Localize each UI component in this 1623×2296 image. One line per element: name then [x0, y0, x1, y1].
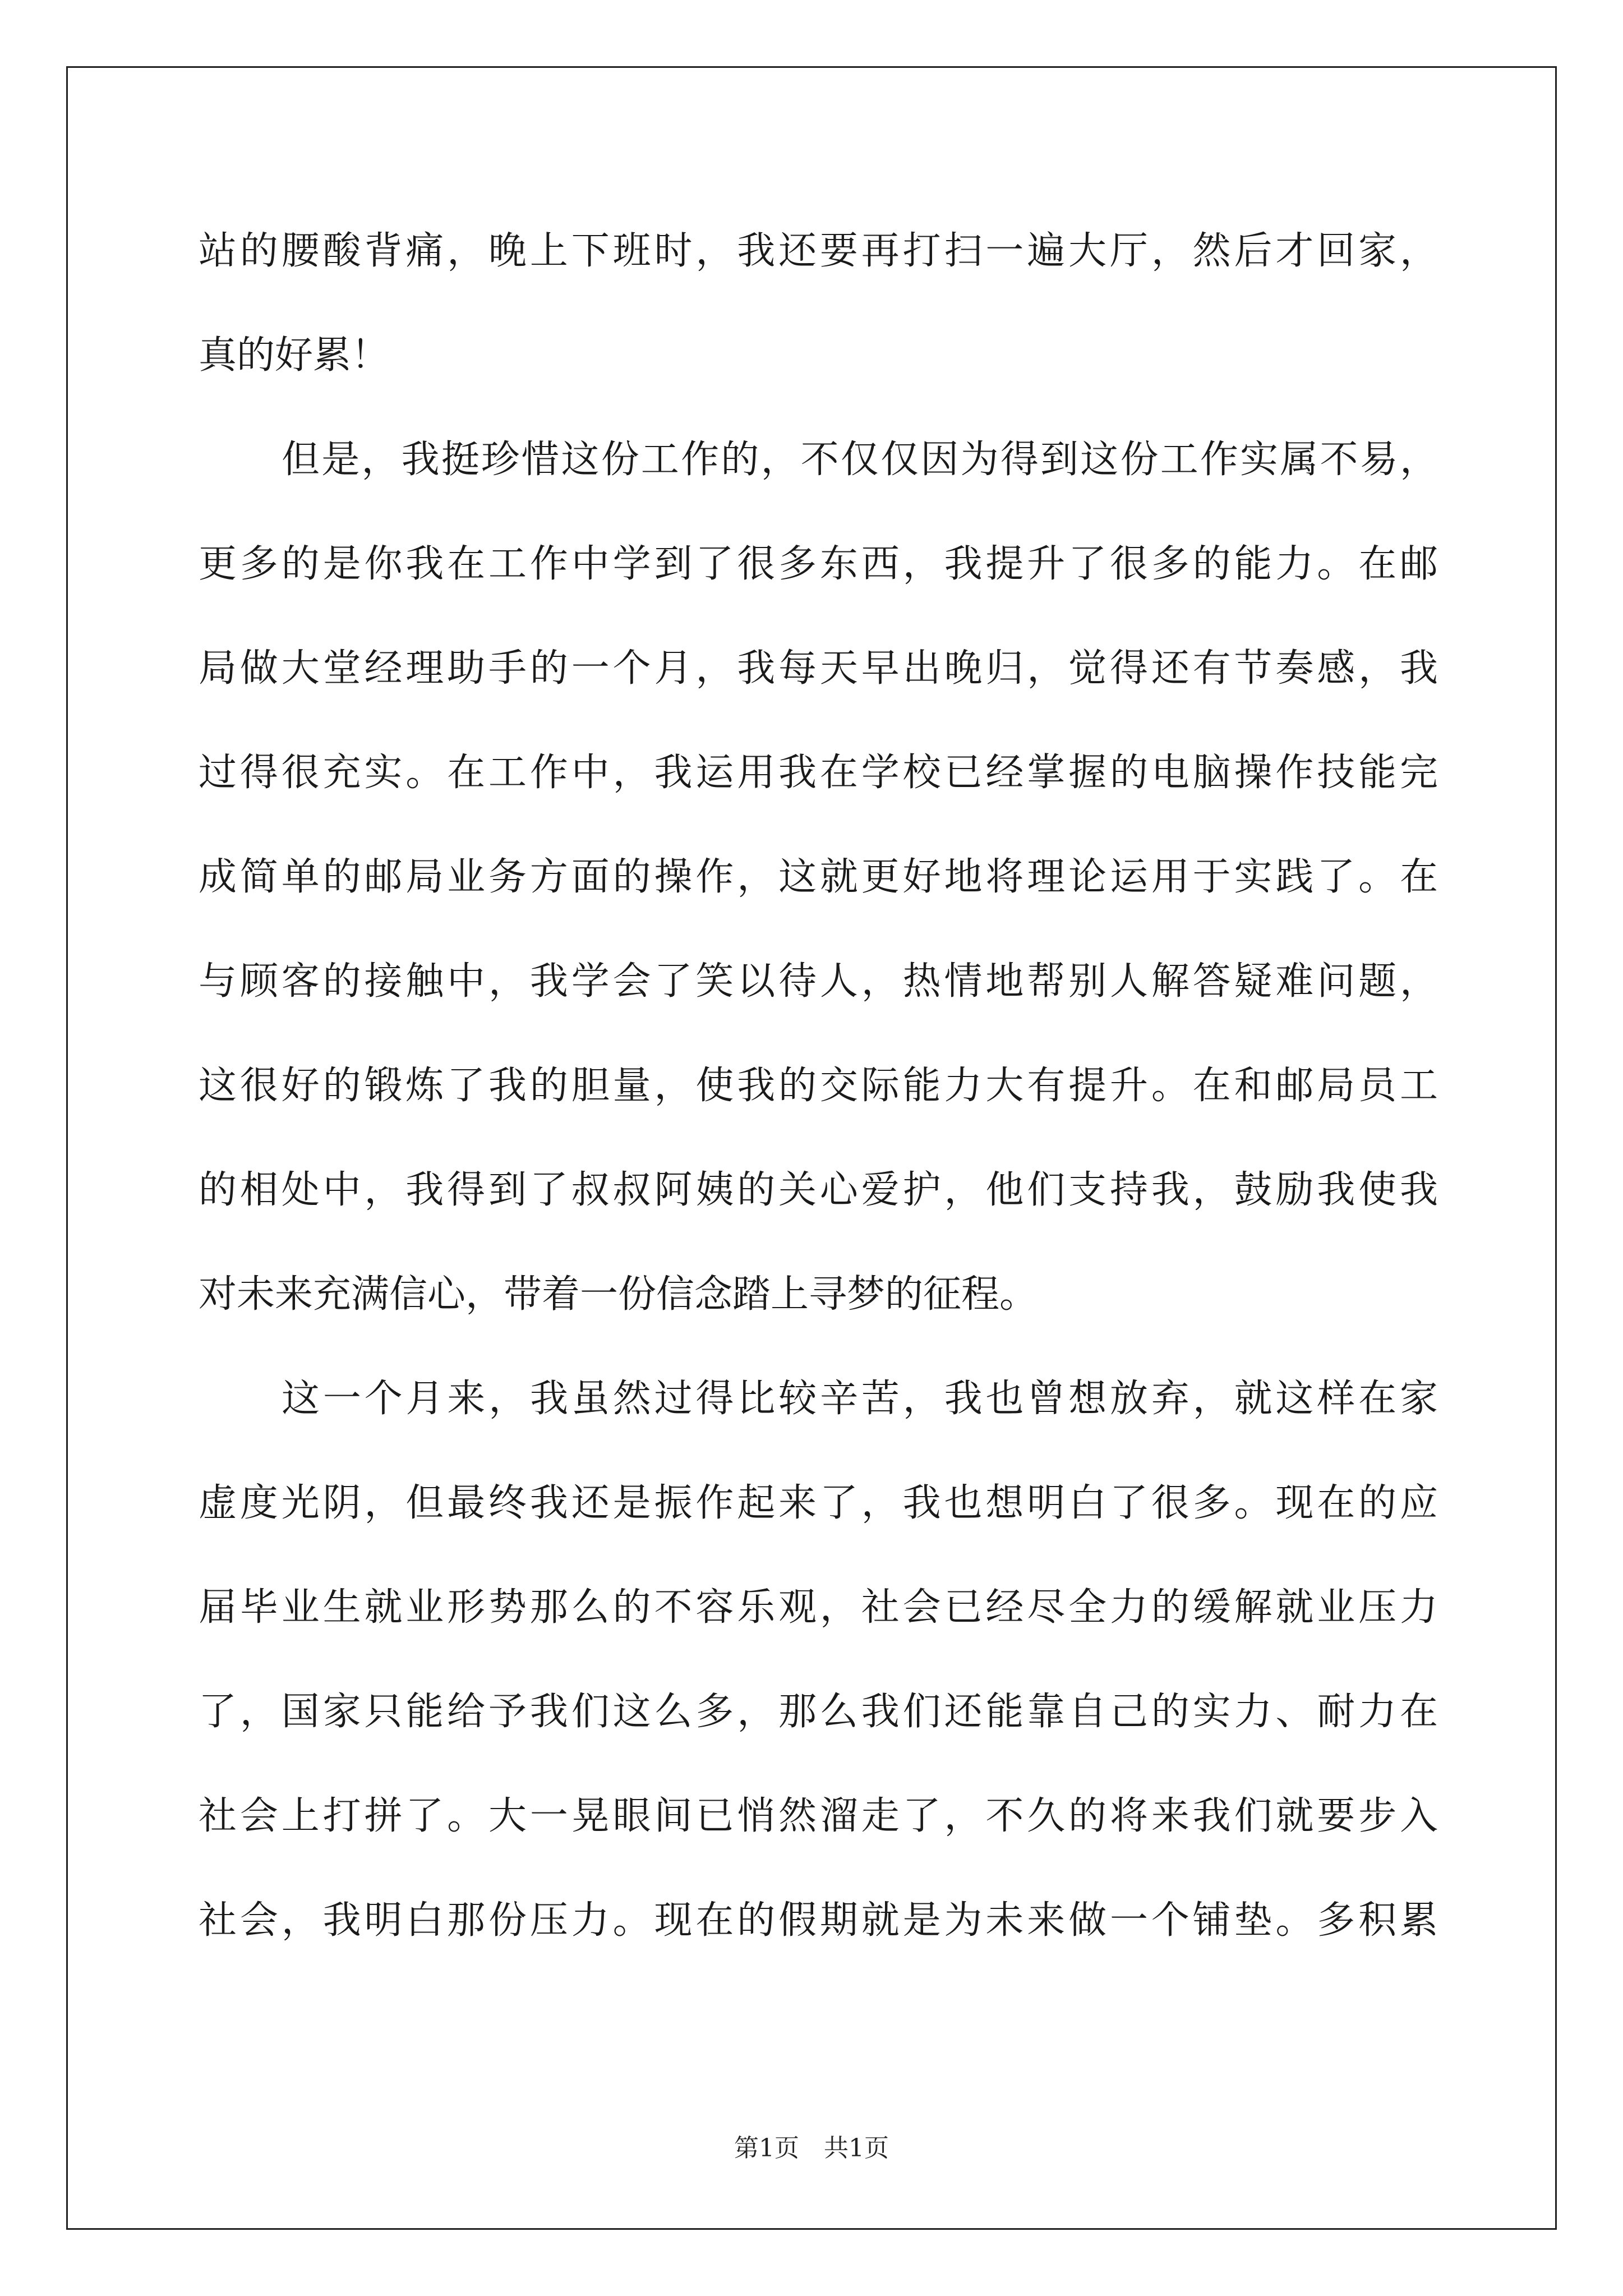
text-line: 站的腰酸背痛，晚上下班时，我还要再打扫一遍大厅，然后才回家，: [199, 229, 1438, 273]
text-line: 虚度光阴，但最终我还是振作起来了，我也想明白了很多。现在的应: [199, 1481, 1438, 1525]
text-line: 真的好累！: [199, 333, 390, 378]
text-line: 成简单的邮局业务方面的操作，这就更好地将理论运用于实践了。在: [199, 855, 1438, 899]
text-line: 届毕业生就业形势那么的不容乐观，社会已经尽全力的缓解就业压力: [199, 1585, 1438, 1630]
page-number-footer: 第1页 共1页: [734, 2134, 889, 2162]
text-line: 这很好的锻炼了我的胆量，使我的交际能力大有提升。在和邮局员工: [199, 1064, 1438, 1108]
paragraph-first-line: 但是，我挺珍惜这份工作的，不仅仅因为得到这份工作实属不易，: [282, 438, 1438, 482]
text-line: 社会上打拼了。大一晃眼间已悄然溜走了，不久的将来我们就要步入: [199, 1794, 1438, 1838]
text-line: 的相处中，我得到了叔叔阿姨的关心爱护，他们支持我，鼓励我使我: [199, 1168, 1438, 1212]
paragraph-first-line: 这一个月来，我虽然过得比较辛苦，我也曾想放弃，就这样在家: [282, 1377, 1438, 1421]
text-line: 局做大堂经理助手的一个月，我每天早出晚归，觉得还有节奏感，我: [199, 646, 1438, 691]
text-line: 社会，我明白那份压力。现在的假期就是为未来做一个铺垫。多积累: [199, 1898, 1438, 1943]
text-line: 了，国家只能给予我们这么多，那么我们还能靠自己的实力、耐力在: [199, 1690, 1438, 1734]
text-line: 过得很充实。在工作中，我运用我在学校已经掌握的电脑操作技能完: [199, 751, 1438, 795]
document-body: [199, 199, 1438, 1973]
text-line: 更多的是你我在工作中学到了很多东西，我提升了很多的能力。在邮: [199, 542, 1438, 586]
text-line: 与顾客的接触中，我学会了笑以待人，热情地帮别人解答疑难问题，: [199, 959, 1438, 1004]
text-line: 对未来充满信心，带着一份信念踏上寻梦的征程。: [199, 1272, 1038, 1317]
